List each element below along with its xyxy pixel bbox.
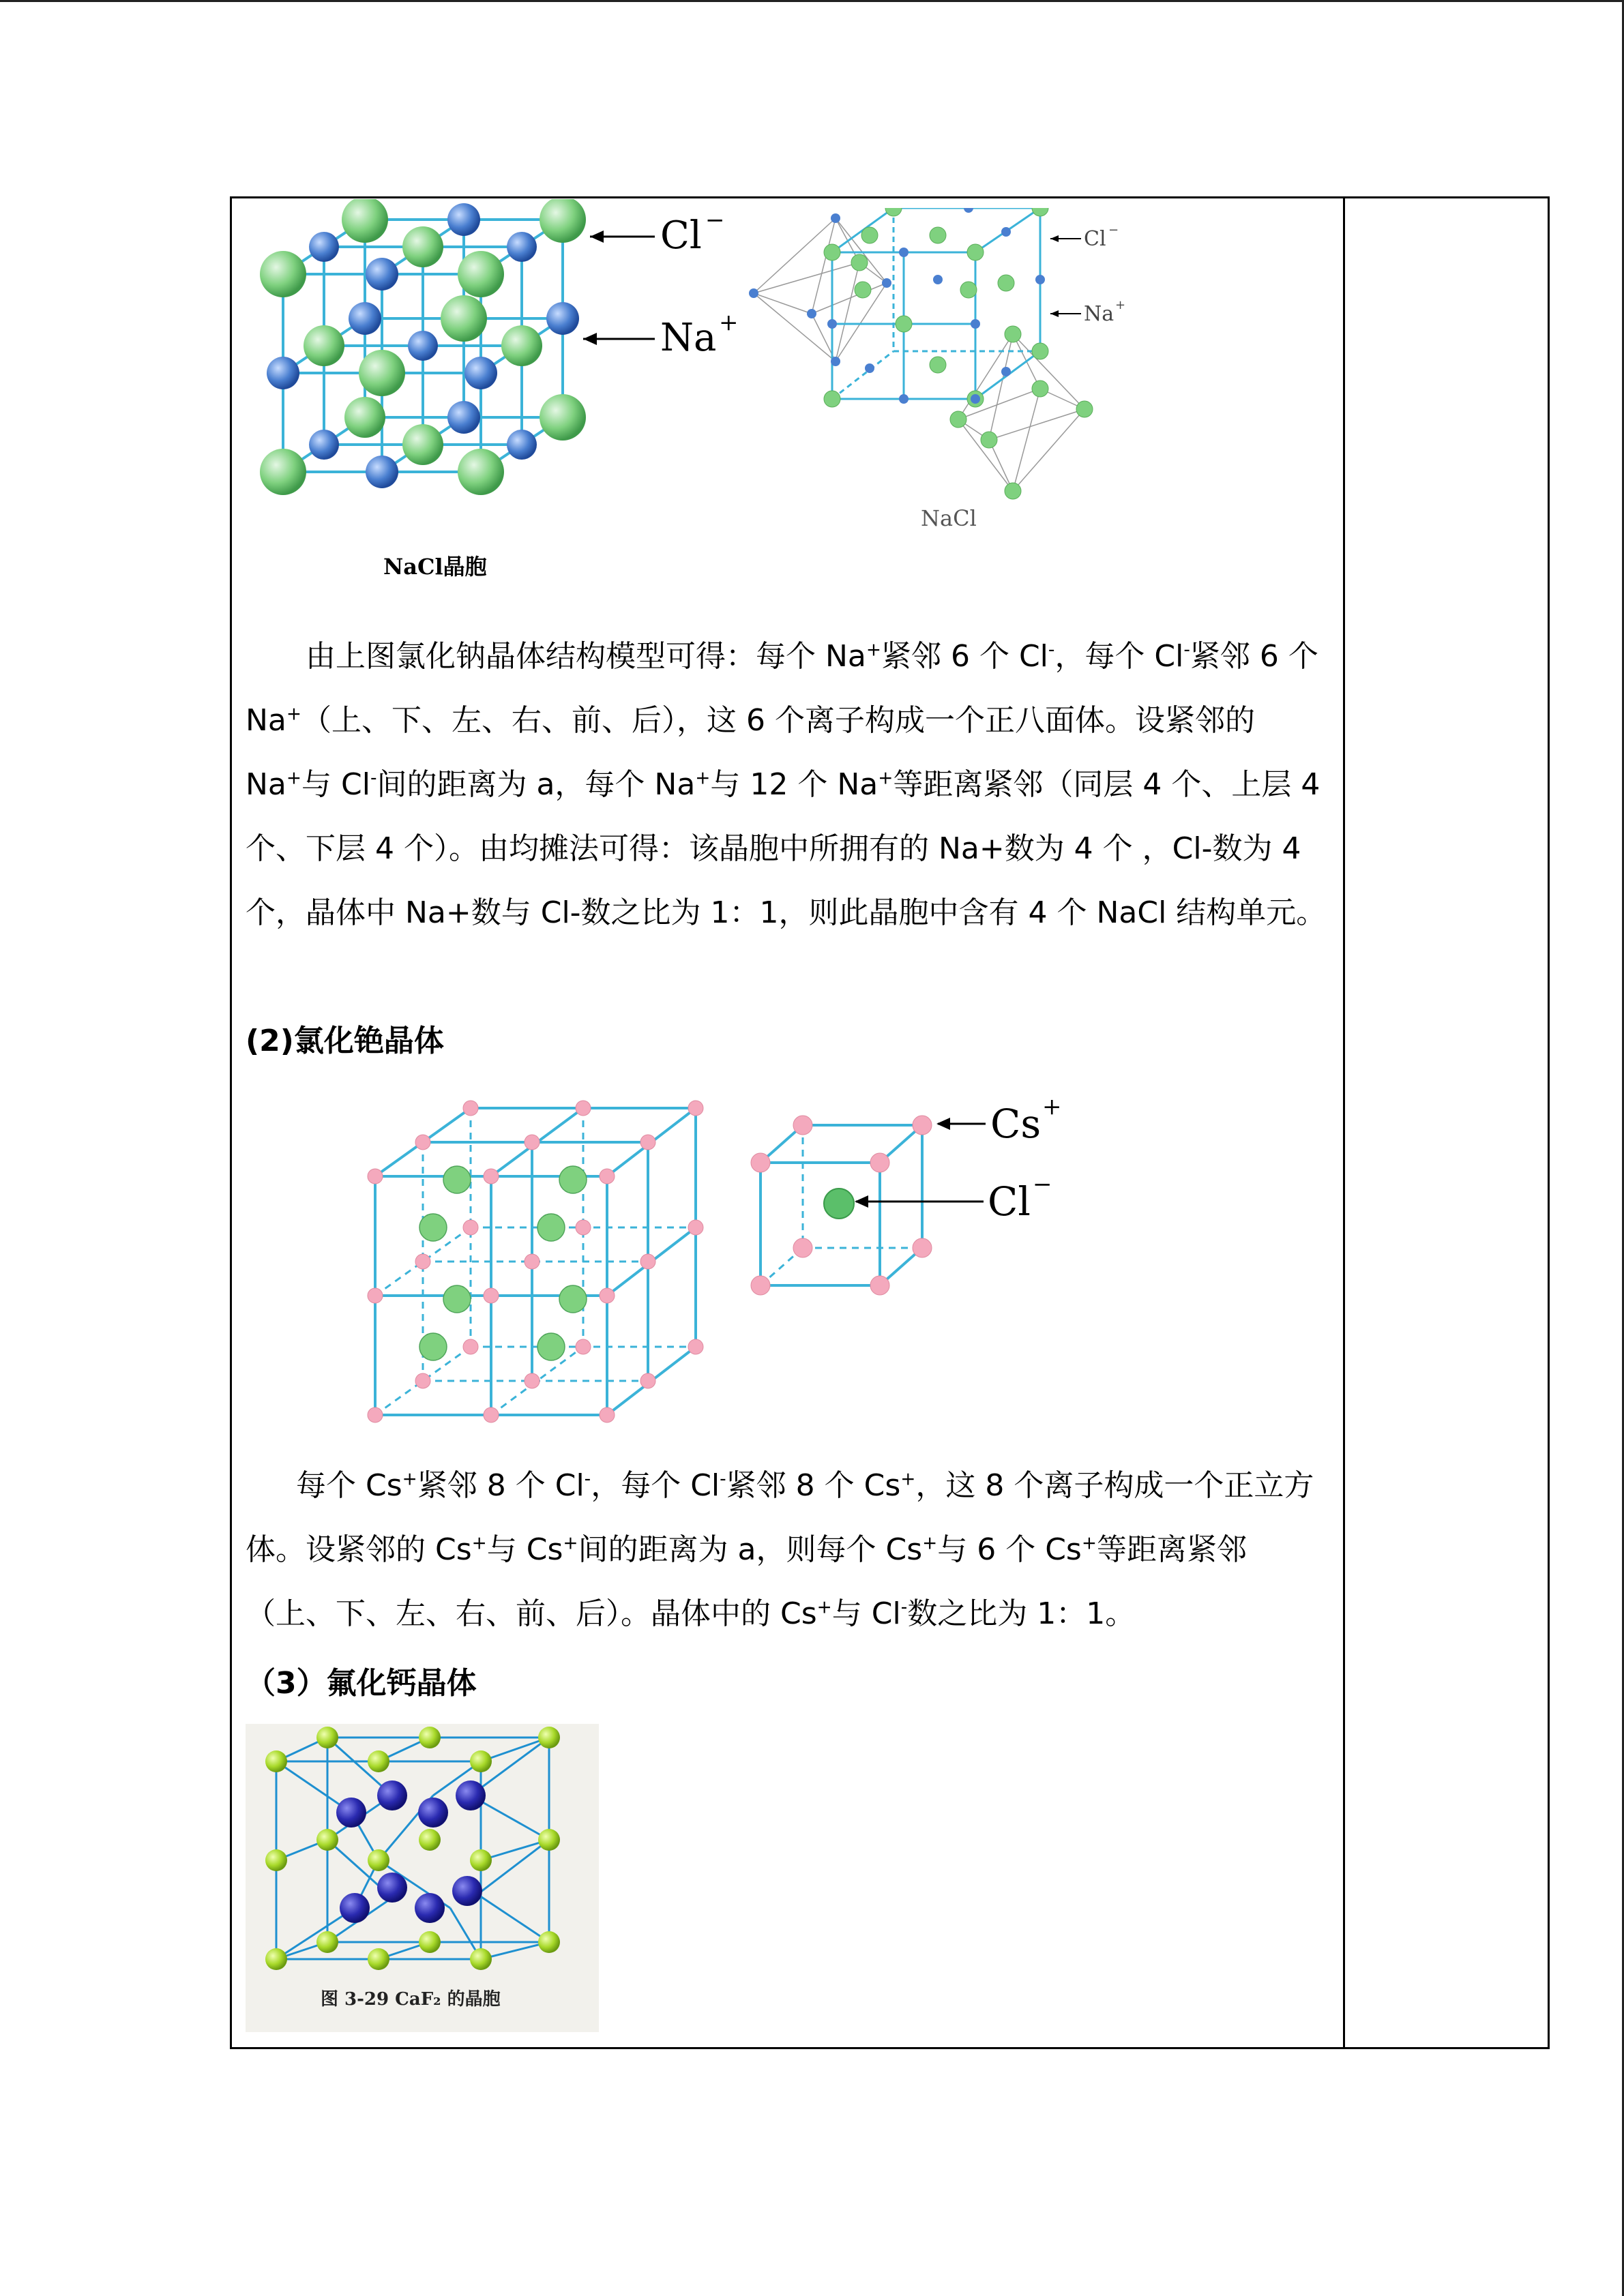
nacl-octa-cl-sup: −	[1108, 223, 1119, 237]
cscl-lattice-diagram	[361, 1094, 716, 1429]
nacl-na-label: Na	[660, 316, 717, 360]
nacl-cell-caption: NaCl晶胞	[383, 554, 487, 580]
nacl-cl-label: Cl	[660, 213, 702, 258]
cscl-cs-label: Cs	[990, 1101, 1042, 1147]
cscl-cl-sup: −	[1033, 1171, 1052, 1198]
nacl-cell-diagram	[252, 199, 743, 526]
nacl-octa-cl-label: Cl	[1084, 227, 1106, 251]
cscl-cl-label: Cl	[988, 1178, 1031, 1225]
caf2-heading: （3）氟化钙晶体	[246, 1666, 477, 1701]
caf2-cell-diagram	[246, 1724, 599, 2032]
page-top-edge	[0, 0, 1624, 2]
cscl-cs-sup: +	[1042, 1093, 1062, 1120]
nacl-octa-na-sup: +	[1115, 298, 1126, 312]
nacl-na-sup: +	[719, 309, 739, 336]
caf2-caption: 图 3-29 CaF₂ 的晶胞	[321, 1989, 501, 2010]
table-column-divider	[1343, 196, 1345, 2049]
nacl-octahedron-diagram	[747, 208, 1129, 535]
nacl-octa-caption: NaCl	[921, 505, 977, 531]
cscl-cell-diagram	[743, 1091, 1064, 1302]
nacl-paragraph: 由上图氯化钠晶体结构模型可得：每个 Na+紧邻 6 个 Cl-，每个 Cl-紧邻 6 个 Na+（上、下、左、右、前、后），这 6 个离子构成一个正八面体。设紧邻的 Na+与 Cl-间的距离为 a，每个 Na+与 12 个 Na+等距离紧邻（同层 4 个、上层 4 个、下层 4 个）。由均摊法可得：该晶胞中所拥有的 Na+数为 4 个 ，Cl-数为 4 个，晶体中 Na+数与 Cl-数之比为 1：1，则此晶胞中含有 4 个 NaCl 结构单元。	[246, 639, 1327, 930]
cscl-heading: (2)氯化铯晶体	[246, 1024, 444, 1058]
nacl-cl-sup: −	[705, 207, 725, 234]
cscl-paragraph: 每个 Cs+紧邻 8 个 Cl-，每个 Cl-紧邻 8 个 Cs+，这 8 个离子构成一个正立方体。设紧邻的 Cs+与 Cs+间的距离为 a，则每个 Cs+与 6 个 Cs+等距离紧邻（上、下、左、右、前、后）。晶体中的 Cs+与 Cl-数之比为 1：1。	[246, 1468, 1314, 1631]
nacl-octa-na-label: Na	[1084, 302, 1114, 326]
